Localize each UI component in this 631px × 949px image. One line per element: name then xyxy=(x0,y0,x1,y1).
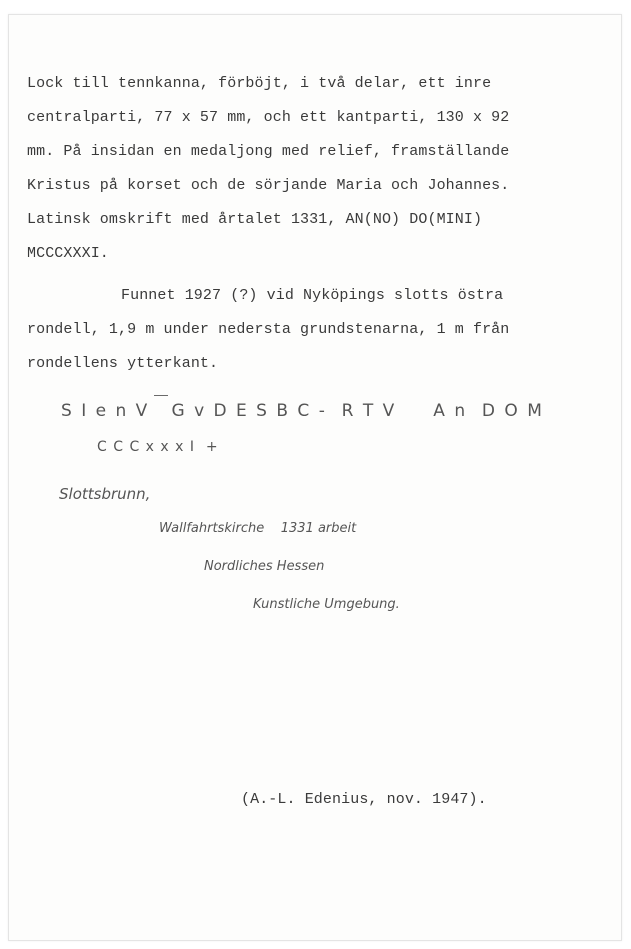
catalog-card xyxy=(8,14,622,941)
description-line-4: Kristus på korset och de sörjande Maria och Johannes. xyxy=(27,177,510,194)
description-line-6: MCCCXXXI. xyxy=(27,245,109,262)
signature: (A.-L. Edenius, nov. 1947). xyxy=(241,791,487,808)
description-line-5: Latinsk omskrift med årtalet 1331, AN(NO) DO(MINI) xyxy=(27,211,483,228)
description-line-3: mm. På insidan en medaljong med relief, framställande xyxy=(27,143,510,160)
handwritten-note-4: Kunstliche Umgebung. xyxy=(253,597,400,612)
handwritten-note-3: Nordliches Hessen xyxy=(204,559,325,574)
handwritten-inscription-line-2: C C C x x x I + xyxy=(97,439,219,455)
description-line-1: Lock till tennkanna, förböjt, i två delar, ett inre xyxy=(27,75,492,92)
abbreviation-macron xyxy=(154,395,168,396)
find-line-2: rondell, 1,9 m under nedersta grundstenarna, 1 m från xyxy=(27,321,510,338)
find-line-1: Funnet 1927 (?) vid Nyköpings slotts östra xyxy=(121,287,504,304)
find-line-3: rondellens ytterkant. xyxy=(27,355,219,372)
handwritten-note-1: Slottsbrunn, xyxy=(59,485,151,503)
description-line-2: centralparti, 77 x 57 mm, och ett kantparti, 130 x 92 xyxy=(27,109,510,126)
handwritten-note-2: Wallfahrtskirche 1331 arbeit xyxy=(159,521,357,536)
handwritten-inscription-line-1: S I e n V G v D E S B C - R T V A n D O M xyxy=(61,401,544,421)
